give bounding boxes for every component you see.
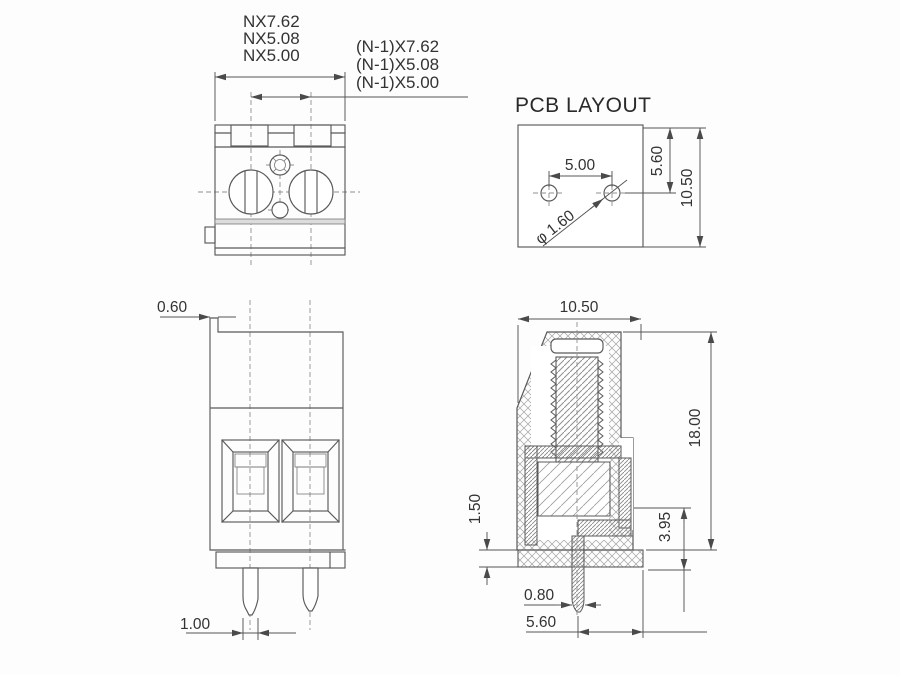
pcb-layout-view <box>515 94 706 248</box>
front-view <box>157 299 345 640</box>
screw-head-1 <box>229 170 273 214</box>
dim-label-body-height: 18.00 <box>687 408 704 448</box>
side-latch-tab <box>205 227 215 243</box>
solder-pin-1 <box>243 568 258 615</box>
dim-label-pin-thickness: 0.80 <box>524 587 555 604</box>
dim-label-body-width: 10.50 <box>559 299 599 316</box>
pcb-outline <box>518 125 643 247</box>
center-hole <box>272 202 288 218</box>
top-view <box>198 12 468 268</box>
dim-label-overall-762: NX7.62 <box>243 12 300 31</box>
dim-label-overall-508: NX5.08 <box>243 29 300 48</box>
side-section-view <box>467 299 717 638</box>
dim-label-pin-to-edge: 5.60 <box>526 614 557 631</box>
dim-label-pitch-500: (N-1)X5.00 <box>356 73 440 92</box>
dim-label-pitch-762: (N-1)X7.62 <box>356 37 440 56</box>
dim-label-hole-diameter: φ 1.60 <box>532 207 579 248</box>
screw-head-2 <box>289 170 333 214</box>
dim-label-pitch-508: (N-1)X5.08 <box>356 55 440 74</box>
dim-label-pad-height: 10.50 <box>679 168 696 208</box>
dim-label-pin-width: 1.00 <box>180 616 211 633</box>
dim-label-hole-pitch: 5.00 <box>564 157 596 174</box>
wire-entry-1 <box>222 440 279 522</box>
dim-label-base-thickness: 1.50 <box>467 493 484 525</box>
pcb-layout-title: PCB LAYOUT <box>515 94 652 117</box>
dim-label-overall-500: NX5.00 <box>243 46 300 65</box>
dim-label-pin-section: 3.95 <box>657 511 674 543</box>
wire-entry-2 <box>282 440 339 522</box>
solder-pin-2 <box>303 568 318 611</box>
wire-clamp <box>538 462 610 516</box>
dim-label-wall-thickness: 0.60 <box>157 299 188 316</box>
solder-pin-side <box>572 536 584 612</box>
dim-label-edge-to-hole: 5.60 <box>649 145 666 177</box>
